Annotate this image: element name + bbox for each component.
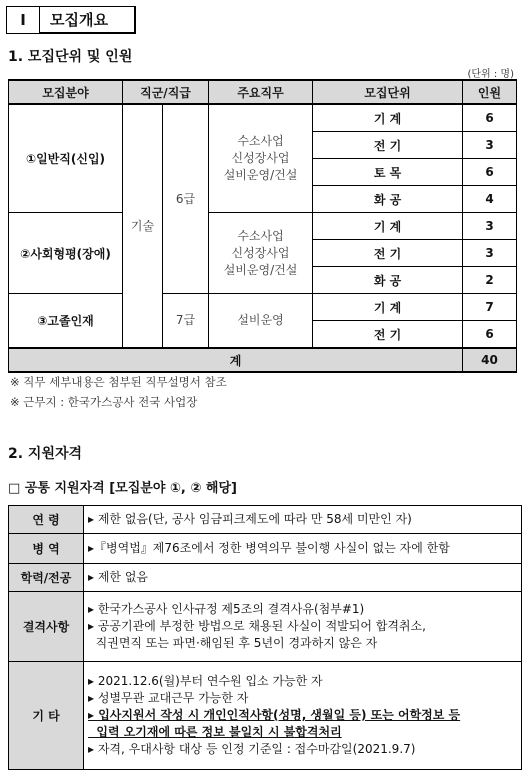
duty-highschool: 설비운영 [209,294,313,349]
qual-label: 병 역 [9,534,84,564]
count-cell: 3 [463,132,517,159]
duty-general: 수소사업 신성장사업 설비운영/건설 [209,104,313,213]
qual-row-other [9,662,522,770]
qual-label: 기 타 [9,662,84,770]
count-cell: 4 [463,186,517,213]
unit-cell: 전 기 [313,240,463,267]
unit-cell: 전 기 [313,321,463,349]
qual-label: 학력/전공 [9,564,84,592]
job-group-cell: 기술 [123,104,163,348]
header-count: 인원 [463,80,517,104]
qualification-table [8,505,522,770]
header-duty: 주요직무 [209,80,313,104]
header-grade: 직군/직급 [123,80,209,104]
field-highschool: ③고졸인재 [9,294,123,349]
table-header-row [9,80,517,104]
qual-label: 연 령 [9,506,84,534]
grade-6-cell: 6급 [163,104,209,294]
table-row [9,213,517,240]
section-number: Ⅰ [6,6,40,34]
count-cell: 3 [463,240,517,267]
note-duty: ※ 직무 세부내용은 첨부된 직무설명서 참조 [10,375,227,389]
unit-cell: 화 공 [313,267,463,294]
unit-label: (단위 : 명) [467,69,514,80]
section-header [6,6,136,34]
qual-row-age [9,506,522,534]
qual-row-disqualification [9,592,522,662]
qual-content: ▸ 한국가스공사 인사규정 제5조의 결격사유(첨부#1) ▸ 공공기관에 부정한 방법으로 채용된 사실이 적발되어 합격취소, 직권면직 또는 파면·해임된 후 5년이 경과하지 않은 자 [84,592,522,662]
duty-social: 수소사업 신성장사업 설비운영/건설 [209,213,313,294]
total-label: 계 [9,348,463,372]
qual-label: 결격사항 [9,592,84,662]
qual-content: ▸『병역법』제76조에서 정한 병역의무 불이행 사실이 없는 자에 한함 [84,534,522,564]
note-location: ※ 근무지 : 한국가스공사 전국 사업장 [10,395,198,409]
section-title: 모집개요 [40,6,136,34]
count-cell: 6 [463,321,517,349]
qual-content: ▸ 제한 없음 [84,564,522,592]
qual-content: ▸ 2021.12.6(월)부터 연수원 입소 가능한 자 ▸ 성별무관 교대근무 가능한 자 ▸ 입사지원서 작성 시 개인인적사항(성명, 생월일 등) 또는 어학정보 등 입력 오기재에 따른 정보 불일치 시 불합격처리 ▸ 자격, 우대사항 대상 등 인정 기준일 : 접수마감일(2021.9.7) [84,662,522,770]
table-row [9,104,517,132]
unit-cell: 전 기 [313,132,463,159]
recruitment-table [8,79,517,373]
count-cell: 3 [463,213,517,240]
total-row [9,348,517,372]
table-row [9,294,517,321]
field-general: ①일반직(신입) [9,104,123,213]
grade-7-cell: 7급 [163,294,209,349]
qual-row-military [9,534,522,564]
total-value: 40 [463,348,517,372]
unit-cell: 기 계 [313,213,463,240]
unit-cell: 토 목 [313,159,463,186]
count-cell: 2 [463,267,517,294]
header-field: 모집분야 [9,80,123,104]
part2-subheading: □ 공통 지원자격 [모집분야 ①, ② 해당] [8,481,237,496]
part2-heading: 2. 지원자격 [8,446,83,462]
field-social: ②사회형평(장애) [9,213,123,294]
header-unit: 모집단위 [313,80,463,104]
part1-heading: 1. 모집단위 및 인원 [8,49,133,65]
unit-cell: 화 공 [313,186,463,213]
unit-cell: 기 계 [313,104,463,132]
count-cell: 6 [463,104,517,132]
qual-content: ▸ 제한 없음(단, 공사 임금피크제도에 따라 만 58세 미만인 자) [84,506,522,534]
qual-row-education [9,564,522,592]
count-cell: 7 [463,294,517,321]
unit-cell: 기 계 [313,294,463,321]
count-cell: 6 [463,159,517,186]
